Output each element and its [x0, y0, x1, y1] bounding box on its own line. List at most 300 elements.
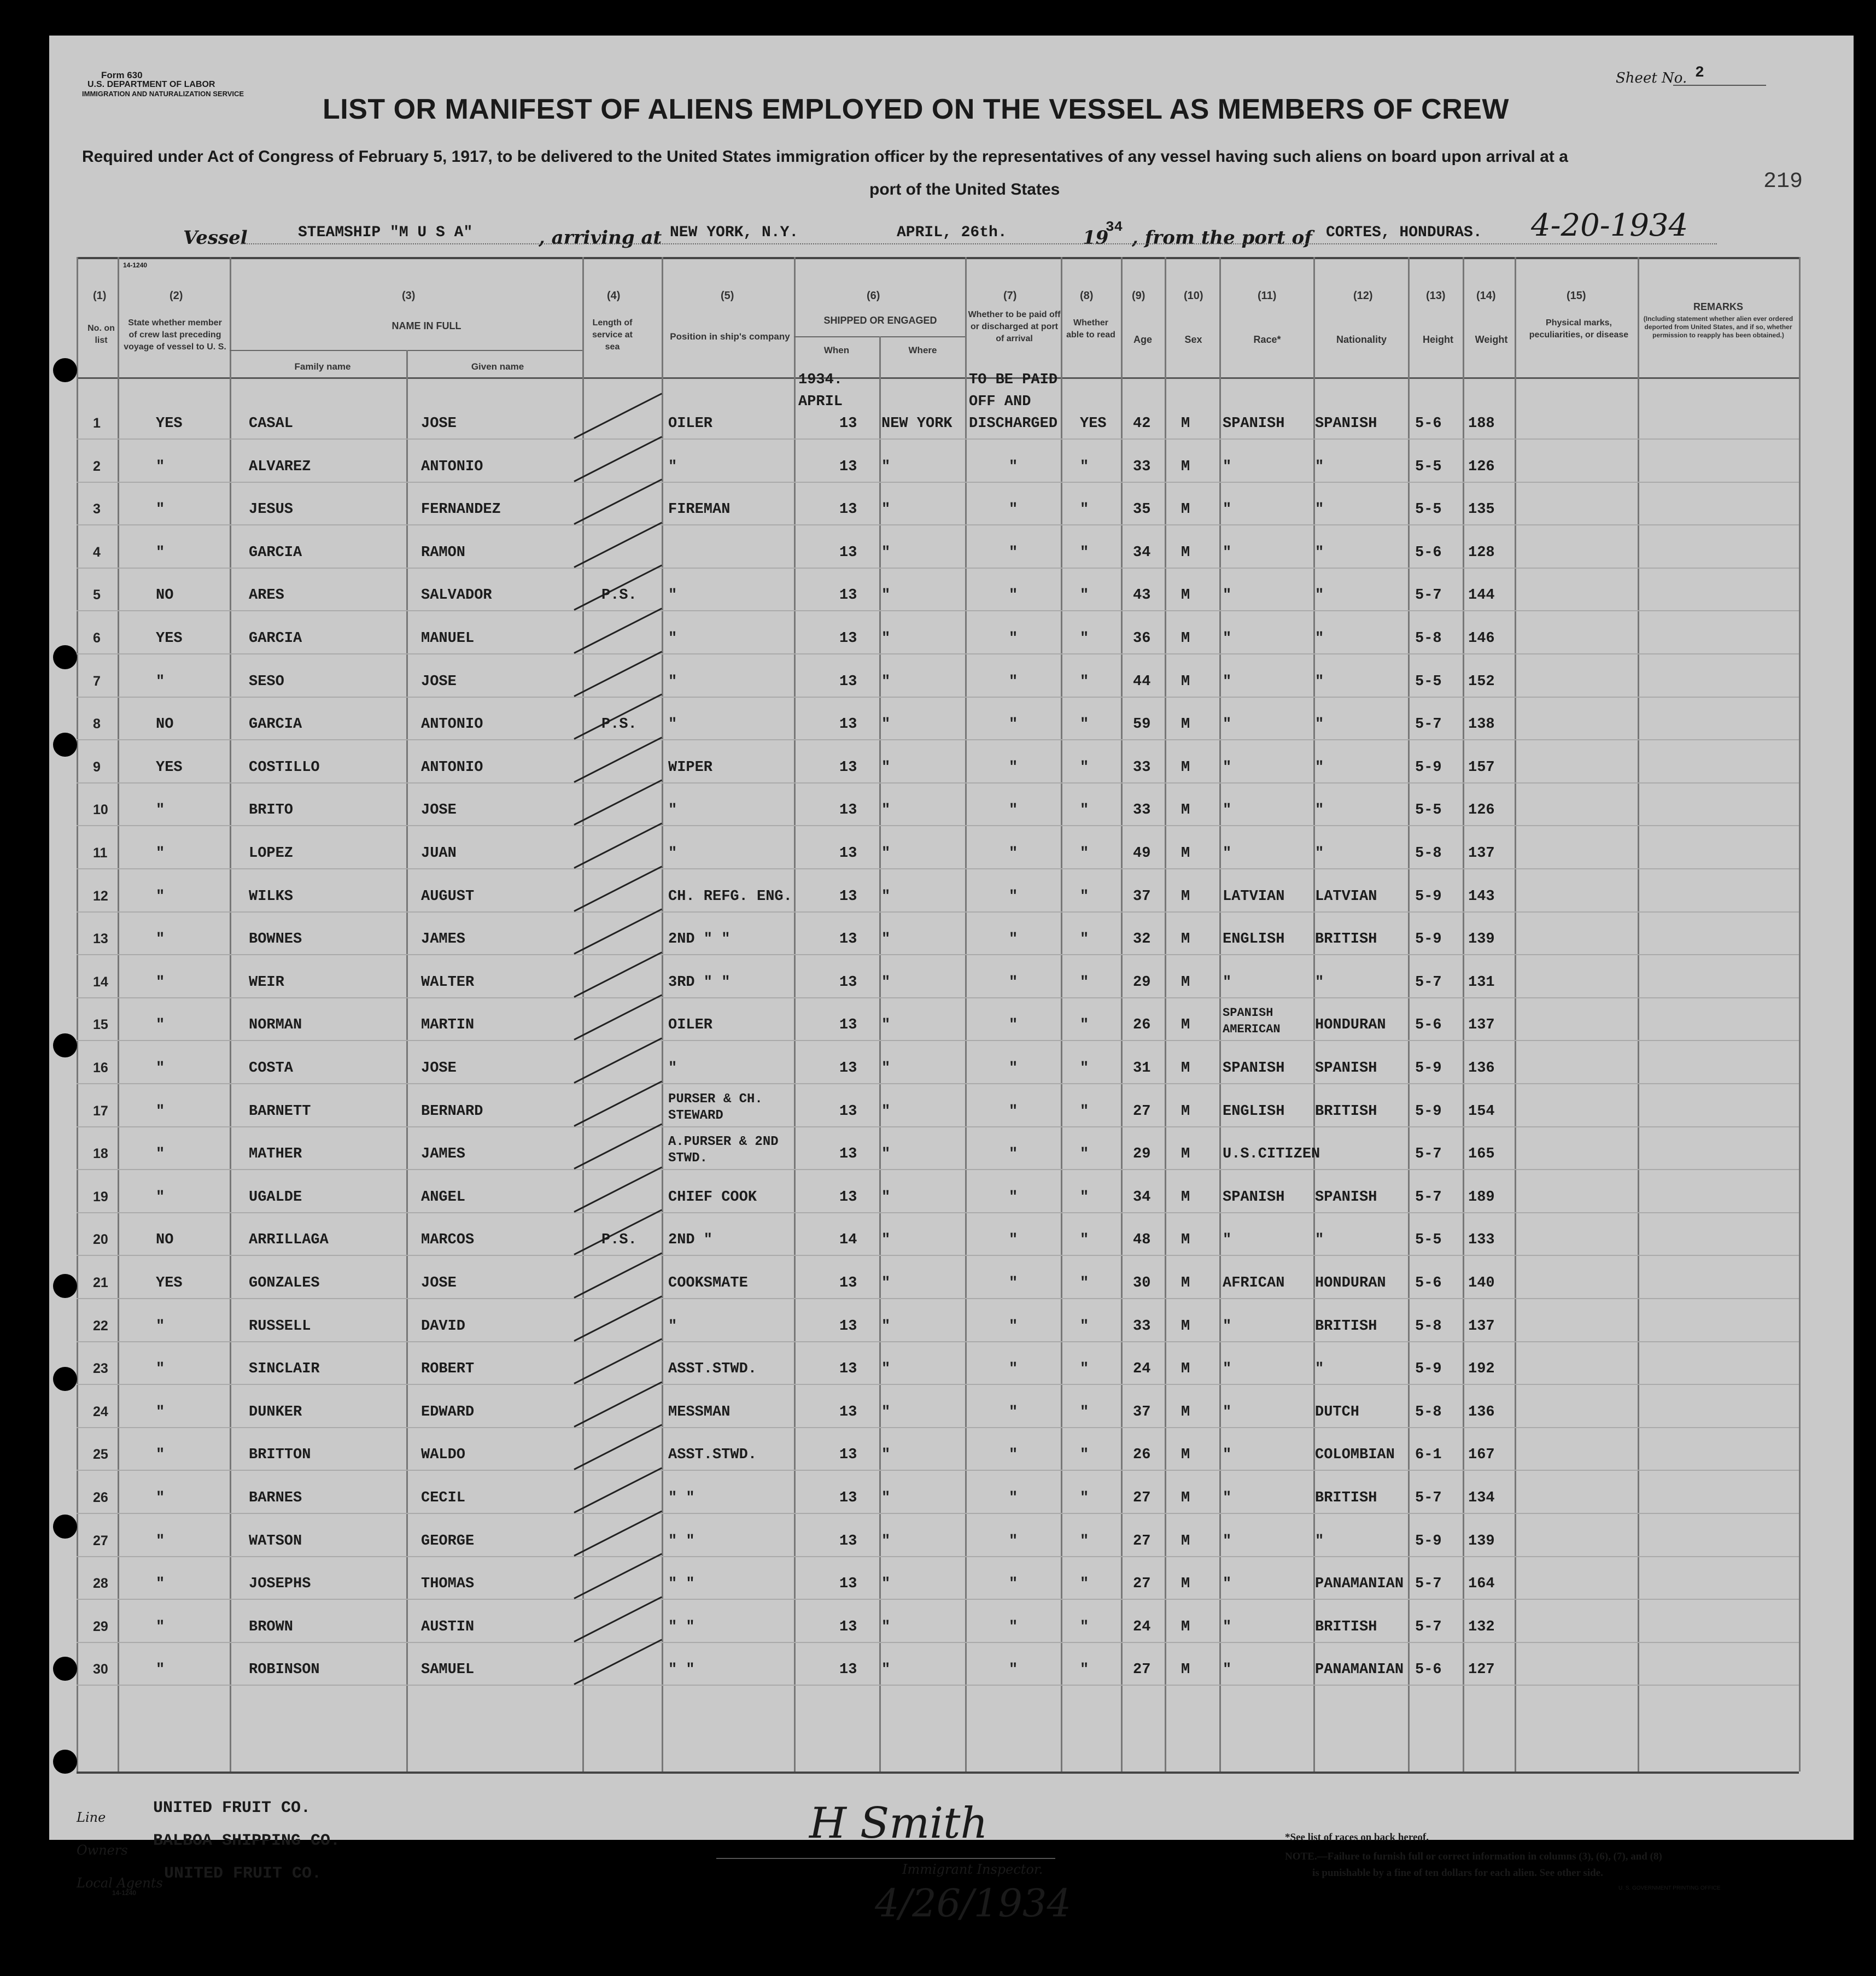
previous-voyage: " [156, 1533, 165, 1550]
shipped-where: " [881, 1576, 891, 1592]
col5-label: Position in ship's company [670, 331, 790, 342]
col15-num: (15) [1567, 290, 1586, 302]
family-name: BARNES [249, 1490, 302, 1506]
sex: M [1181, 845, 1190, 862]
paid-off: " [1009, 1275, 1018, 1291]
position: COOKSMATE [668, 1275, 748, 1291]
sex: M [1181, 931, 1190, 948]
previous-voyage: YES [156, 630, 183, 647]
row-number: 10 [93, 802, 108, 817]
line-label: Line [77, 1810, 106, 1825]
age: 33 [1133, 1318, 1151, 1335]
position: 2ND " " [668, 931, 730, 948]
weight: 188 [1468, 416, 1495, 432]
nationality: " [1315, 759, 1324, 776]
vessel-name: STEAMSHIP "M U S A" [298, 224, 473, 241]
nationality: " [1315, 802, 1324, 819]
sex: M [1181, 1576, 1190, 1592]
col12-num: (12) [1353, 290, 1373, 302]
shipped-where: " [881, 974, 891, 991]
shipped-when: 13 [839, 1404, 857, 1420]
able-to-read: " [1080, 888, 1089, 905]
race: " [1223, 845, 1232, 862]
previous-voyage: " [156, 974, 165, 991]
race: " [1223, 1490, 1232, 1506]
paid-off: " [1009, 1060, 1018, 1077]
table-bottom-border [77, 1772, 1799, 1774]
family-name: WATSON [249, 1533, 302, 1550]
shipped-when: 13 [839, 545, 857, 561]
height: 5-7 [1415, 587, 1442, 604]
position: " [668, 802, 677, 819]
able-to-read: " [1080, 501, 1089, 518]
age: 29 [1133, 974, 1151, 991]
previous-voyage: " [156, 674, 165, 690]
given-name: SAMUEL [421, 1662, 475, 1678]
age: 44 [1133, 674, 1151, 690]
able-to-read: " [1080, 1619, 1089, 1635]
paid-off: " [1009, 459, 1018, 475]
able-to-read: " [1080, 1189, 1089, 1206]
age: 33 [1133, 759, 1151, 776]
col15-label: Physical marks, peculiarities, or disease [1529, 318, 1629, 340]
shipped-where: " [881, 1275, 891, 1291]
row-number: 21 [93, 1275, 108, 1290]
position: 2ND " [668, 1232, 713, 1248]
given-name: MARCOS [421, 1232, 475, 1248]
sex: M [1181, 1361, 1190, 1377]
row-divider [77, 1556, 1799, 1557]
when-label: When [823, 345, 850, 355]
previous-voyage: " [156, 931, 165, 948]
row-number: 29 [93, 1619, 108, 1634]
given-name: JOSE [421, 802, 457, 819]
column-divider [1515, 257, 1516, 1772]
row-number: 28 [93, 1576, 108, 1591]
nationality: PANAMANIAN [1315, 1662, 1404, 1678]
family-name: GONZALES [249, 1275, 320, 1291]
age: 27 [1133, 1103, 1151, 1120]
nationality: " [1315, 1232, 1324, 1248]
weight: 137 [1468, 845, 1495, 862]
column-divider [230, 257, 231, 1772]
shipped-where: " [881, 1361, 891, 1377]
weight: 128 [1468, 545, 1495, 561]
previous-voyage: " [156, 1146, 165, 1162]
given-name: GEORGE [421, 1533, 475, 1550]
able-to-read: " [1080, 802, 1089, 819]
weight: 152 [1468, 674, 1495, 690]
shipped-when: 13 [839, 630, 857, 647]
able-to-read: " [1080, 674, 1089, 690]
able-to-read: " [1080, 1017, 1089, 1033]
shipped-where: " [881, 1189, 891, 1206]
previous-voyage: " [156, 459, 165, 475]
race: " [1223, 759, 1232, 776]
punch-hole [53, 1657, 77, 1681]
height: 5-9 [1415, 1103, 1442, 1120]
age: 26 [1133, 1447, 1151, 1463]
family-name: SESO [249, 674, 284, 690]
paid-off: " [1009, 1361, 1018, 1377]
where-label: Where [908, 345, 937, 355]
col4-num: (4) [607, 290, 621, 302]
col8-num: (8) [1080, 290, 1094, 302]
able-to-read: " [1080, 1404, 1089, 1420]
race: " [1223, 587, 1232, 604]
nationality: BRITISH [1315, 1318, 1377, 1335]
paid-off: " [1009, 1447, 1018, 1463]
agents-label: Local Agents [77, 1875, 163, 1891]
race: " [1223, 1662, 1232, 1678]
weight: 139 [1468, 931, 1495, 948]
nationality: " [1315, 545, 1324, 561]
nationality: " [1315, 1533, 1324, 1550]
able-to-read: " [1080, 1361, 1089, 1377]
able-to-read: " [1080, 1275, 1089, 1291]
shipped-where: " [881, 630, 891, 647]
weight: 134 [1468, 1490, 1495, 1506]
row-divider [77, 1083, 1799, 1084]
shipped-when: 13 [839, 1189, 857, 1206]
race: " [1223, 1361, 1232, 1377]
age: 48 [1133, 1232, 1151, 1248]
arrival-port: NEW YORK, N.Y. [670, 224, 799, 241]
age: 36 [1133, 630, 1151, 647]
shipped-when: 13 [839, 416, 857, 432]
shipped-when: 13 [839, 501, 857, 518]
shipped-where: " [881, 545, 891, 561]
col6-num: (6) [867, 290, 880, 302]
given-name: FERNANDEZ [421, 501, 501, 518]
age: 43 [1133, 587, 1151, 604]
age: 35 [1133, 501, 1151, 518]
row-number: 24 [93, 1404, 108, 1419]
nationality: SPANISH [1315, 1060, 1377, 1077]
shipped-when: 13 [839, 1490, 857, 1506]
age: 34 [1133, 1189, 1151, 1206]
able-to-read: " [1080, 1662, 1089, 1678]
family-name: COSTILLO [249, 759, 320, 776]
sex: M [1181, 1490, 1190, 1506]
row-divider [77, 1470, 1799, 1471]
col7-num: (7) [1003, 290, 1017, 302]
race: AFRICAN [1223, 1275, 1285, 1291]
sex: M [1181, 1146, 1190, 1162]
family-name: BRITO [249, 802, 294, 819]
departure-port: CORTES, HONDURAS. [1326, 224, 1482, 241]
previous-voyage: " [156, 1404, 165, 1420]
row-divider [77, 1169, 1799, 1170]
given-name-label: Given name [471, 361, 524, 372]
shipped-when: 13 [839, 1275, 857, 1291]
col7-label: Whether to be paid off or discharged at port of arrival [968, 310, 1061, 343]
row-divider [77, 1255, 1799, 1256]
race: SPANISH AMERICAN [1223, 1006, 1281, 1036]
shipped-when: 13 [839, 1447, 857, 1463]
weight: 154 [1468, 1103, 1495, 1120]
previous-voyage: " [156, 545, 165, 561]
position: " [668, 674, 677, 690]
nationality: DUTCH [1315, 1404, 1360, 1420]
row-divider [77, 439, 1799, 440]
sex: M [1181, 1060, 1190, 1077]
race: " [1223, 674, 1232, 690]
paid-off: " [1009, 845, 1018, 862]
weight: 164 [1468, 1576, 1495, 1592]
table-header-bottom [77, 377, 1799, 379]
agents-value: UNITED FRUIT CO. [164, 1864, 322, 1883]
row-number: 16 [93, 1060, 108, 1075]
family-name: WEIR [249, 974, 284, 991]
shipped-where: " [881, 1490, 891, 1506]
position: " " [668, 1533, 695, 1550]
column-divider [406, 350, 408, 1772]
row-number: 14 [93, 974, 108, 990]
position: " [668, 630, 677, 647]
shipped-when: 13 [839, 845, 857, 862]
position: " " [668, 1619, 695, 1635]
previous-voyage: " [156, 1103, 165, 1120]
remarks-label: REMARKS [1693, 301, 1743, 312]
able-to-read: " [1080, 1232, 1089, 1248]
shipped-where: " [881, 1318, 891, 1335]
nationality: PANAMANIAN [1315, 1576, 1404, 1592]
height: 5-7 [1415, 1576, 1442, 1592]
sex: M [1181, 802, 1190, 819]
position: FIREMAN [668, 501, 730, 518]
arriving-label: , arriving at [539, 227, 662, 249]
family-name-label: Family name [294, 361, 351, 372]
length-of-service: P.S. [601, 587, 637, 604]
able-to-read: " [1080, 1103, 1089, 1120]
col14-num: (14) [1476, 290, 1496, 302]
shipped-when: 13 [839, 1533, 857, 1550]
punch-hole [53, 645, 77, 669]
family-name: GARCIA [249, 630, 302, 647]
row-number: 13 [93, 931, 108, 946]
paid-off: " [1009, 888, 1018, 905]
position: PURSER & CH. STEWARD [668, 1092, 763, 1123]
paid-off: " [1009, 1146, 1018, 1162]
paid-off: " [1009, 1533, 1018, 1550]
height: 5-7 [1415, 1490, 1442, 1506]
sex: M [1181, 716, 1190, 733]
age: 59 [1133, 716, 1151, 733]
row-divider [77, 568, 1799, 569]
row-divider [77, 1212, 1799, 1213]
race: ENGLISH [1223, 931, 1285, 948]
shipped-where: " [881, 759, 891, 776]
previous-voyage: " [156, 1189, 165, 1206]
sex: M [1181, 759, 1190, 776]
weight: 143 [1468, 888, 1495, 905]
family-name: COSTA [249, 1060, 294, 1077]
punch-hole [53, 358, 77, 382]
sex: M [1181, 974, 1190, 991]
paid-off: " [1009, 1189, 1018, 1206]
race: " [1223, 974, 1232, 991]
nationality: BRITISH [1315, 1619, 1377, 1635]
col2-num: (2) [170, 290, 183, 302]
row-divider [77, 868, 1799, 869]
remarks-note: (Including statement whether alien ever ordered deported from United States, and if so, whether permission to reapply has been obtained.) [1643, 315, 1793, 339]
vessel-underline [241, 243, 1717, 244]
given-name: RAMON [421, 545, 466, 561]
row-divider [77, 1599, 1799, 1600]
weight: 165 [1468, 1146, 1495, 1162]
given-name: JAMES [421, 931, 466, 948]
paid-off: " [1009, 1662, 1018, 1678]
nationality: SPANISH [1315, 416, 1377, 432]
height: 5-9 [1415, 931, 1442, 948]
position: ASST.STWD. [668, 1361, 757, 1377]
sex: M [1181, 1533, 1190, 1550]
row-divider [77, 739, 1799, 740]
nationality: LATVIAN [1315, 888, 1377, 905]
length-of-service: P.S. [601, 1232, 637, 1248]
sex: M [1181, 545, 1190, 561]
col6-label: SHIPPED OR ENGAGED [823, 315, 937, 326]
shipped-where: " [881, 1662, 891, 1678]
previous-voyage: YES [156, 1275, 183, 1291]
row-divider [77, 782, 1799, 784]
nationality: " [1315, 1361, 1324, 1377]
column-divider [1061, 257, 1062, 1772]
race: " [1223, 1232, 1232, 1248]
row-divider [77, 825, 1799, 826]
shipped-when: 13 [839, 1103, 857, 1120]
sex: M [1181, 674, 1190, 690]
shipped-where: NEW YORK [881, 416, 952, 432]
height: 5-6 [1415, 1017, 1442, 1033]
nationality: SPANISH [1315, 1189, 1377, 1206]
race: " [1223, 1447, 1232, 1463]
race: SPANISH [1223, 1189, 1285, 1206]
nationality: BRITISH [1315, 931, 1377, 948]
given-name: JOSE [421, 674, 457, 690]
given-name: AUSTIN [421, 1619, 475, 1635]
race: " [1223, 630, 1232, 647]
row-number: 6 [93, 630, 101, 646]
paid-off: " [1009, 1103, 1018, 1120]
height: 5-7 [1415, 716, 1442, 733]
race: " [1223, 1533, 1232, 1550]
paid-line3: DISCHARGED [969, 416, 1058, 432]
arrival-date: APRIL, 26th. [897, 224, 1007, 241]
col2-label: State whether member of crew last preceding voyage of vessel to U. S. [124, 318, 226, 352]
shipped-where: " [881, 587, 891, 604]
weight: 139 [1468, 1533, 1495, 1550]
height: 5-8 [1415, 630, 1442, 647]
signature-date: 4/26/1934 [875, 1881, 1071, 1926]
family-name: ARES [249, 587, 284, 604]
family-name: JOSEPHS [249, 1576, 311, 1592]
race: " [1223, 545, 1232, 561]
table-top-border [77, 257, 1799, 259]
shipped-where: " [881, 1146, 891, 1162]
paid-off: " [1009, 587, 1018, 604]
family-name: MATHER [249, 1146, 302, 1162]
weight: 144 [1468, 587, 1495, 604]
age: 26 [1133, 1017, 1151, 1033]
paid-off: " [1009, 1404, 1018, 1420]
able-to-read: YES [1080, 416, 1107, 432]
able-to-read: " [1080, 931, 1089, 948]
able-to-read: " [1080, 845, 1089, 862]
shipped-where: " [881, 1533, 891, 1550]
given-name: ANGEL [421, 1189, 466, 1206]
race: " [1223, 1619, 1232, 1635]
inspector-label: Immigrant Inspector. [902, 1862, 1043, 1877]
col3-num: (3) [402, 290, 416, 302]
vessel-label: Vessel [183, 227, 248, 249]
nationality: BRITISH [1315, 1490, 1377, 1506]
column-divider [582, 257, 584, 1772]
family-name: DUNKER [249, 1404, 302, 1420]
race: " [1223, 802, 1232, 819]
column-divider [1408, 257, 1410, 1772]
nationality: " [1315, 845, 1324, 862]
weight: 135 [1468, 501, 1495, 518]
paid-off: " [1009, 802, 1018, 819]
height: 5-9 [1415, 1361, 1442, 1377]
able-to-read: " [1080, 1576, 1089, 1592]
height: 6-1 [1415, 1447, 1442, 1463]
shipped-where: " [881, 802, 891, 819]
shipped-when: 13 [839, 888, 857, 905]
handwritten-date: 4-20-1934 [1531, 208, 1688, 243]
row-number: 12 [93, 888, 108, 904]
sheet-number: 2 [1695, 65, 1704, 81]
shipped-where: " [881, 1447, 891, 1463]
shipped-where: " [881, 1103, 891, 1120]
row-divider [77, 482, 1799, 483]
col4-label: Length of service at sea [592, 318, 633, 352]
column-divider [1165, 257, 1166, 1772]
able-to-read: " [1080, 1447, 1089, 1463]
previous-voyage: " [156, 1490, 165, 1506]
sex: M [1181, 1447, 1190, 1463]
footer-code: 14-1240 [112, 1889, 137, 1897]
given-name: MARTIN [421, 1017, 475, 1033]
previous-voyage: " [156, 1619, 165, 1635]
shipped-where: " [881, 459, 891, 475]
weight: 189 [1468, 1189, 1495, 1206]
shipped-when: 13 [839, 587, 857, 604]
given-name: CECIL [421, 1490, 466, 1506]
shipped-where: " [881, 716, 891, 733]
previous-voyage: " [156, 501, 165, 518]
row-number: 7 [93, 674, 101, 689]
column-divider [965, 257, 967, 1772]
col13-label: Height [1423, 334, 1453, 345]
family-name: BROWN [249, 1619, 294, 1635]
row-divider [77, 911, 1799, 913]
sheet-label: Sheet No. [1616, 70, 1687, 86]
age: 34 [1133, 545, 1151, 561]
given-name: MANUEL [421, 630, 475, 647]
age: 27 [1133, 1533, 1151, 1550]
nationality: " [1315, 974, 1324, 991]
position: " [668, 587, 677, 604]
given-name: EDWARD [421, 1404, 475, 1420]
age: 27 [1133, 1576, 1151, 1592]
able-to-read: " [1080, 545, 1089, 561]
row-number: 2 [93, 459, 101, 474]
row-divider [77, 1642, 1799, 1643]
family-name: ALVAREZ [249, 459, 311, 475]
